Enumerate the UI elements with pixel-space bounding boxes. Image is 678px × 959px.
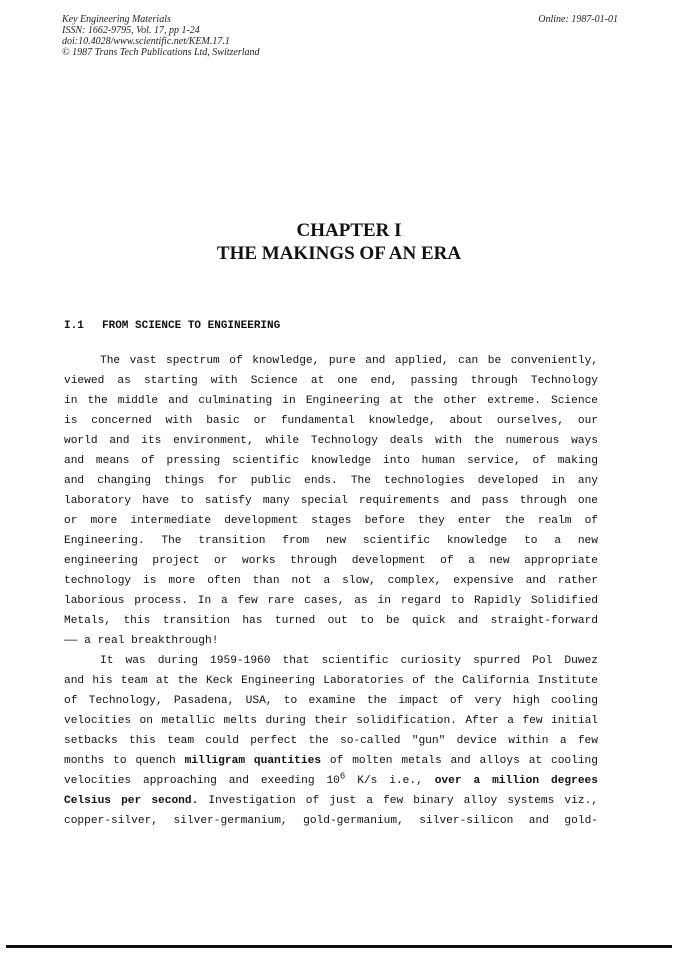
text-line: and his team at the Keck Engineering Laboratories of the California Institute: [64, 675, 598, 687]
text-line: in the middle and culminating in Engineering at the other extreme. Science: [64, 395, 598, 407]
text-run: of molten metals and alloys at cooling: [329, 755, 598, 767]
chapter-title: THE MAKINGS OF AN ERA: [216, 243, 462, 264]
text-line: —— a real breakthrough!: [64, 635, 219, 647]
text-line: [64, 791, 598, 811]
text-line: It was during 1959-1960 that scientific curiosity spurred Pol Duwez: [100, 655, 598, 667]
text-line: of Technology, Pasadena, USA, to examine the impact of very high cooling: [64, 695, 598, 707]
text-line: is concerned with basic or fundamental knowledge, about ourselves, our: [64, 415, 598, 427]
text-line: laboratory have to satisfy many special requirements and pass through one: [64, 495, 598, 507]
bottom-rule: [6, 945, 672, 948]
journal-name: Key Engineering Materials: [62, 14, 171, 25]
text-line: copper-silver, silver-germanium, gold-germanium, silver-silicon and gold-: [64, 815, 598, 827]
issn-line: ISSN: 1662-9795, Vol. 17, pp 1-24: [62, 25, 200, 36]
doi-line: doi:10.4028/www.scientific.net/KEM.17.1: [62, 36, 230, 47]
text-run: velocities approaching and exeeding 10: [64, 775, 340, 787]
text-line: world and its environment, while Technology deals with the numerous ways: [64, 435, 598, 447]
text-line: or more intermediate development stages before they enter the realm of: [64, 515, 598, 527]
bold-phrase: over a million degrees: [434, 775, 598, 787]
citation-block: [62, 14, 260, 58]
section-number: I.1: [64, 320, 84, 332]
paragraph-1: [64, 351, 598, 651]
text-line: viewed as starting with Science at one end, passing through Technology: [64, 375, 598, 387]
text-run: K/s i.e.,: [357, 775, 423, 787]
bold-phrase: Celsius per second.: [64, 795, 199, 807]
text-line: velocities on metallic melts during their solidification. After a few initial: [64, 715, 598, 727]
text-line: and changing things for public ends. The technologies developed in any: [64, 475, 598, 487]
section-heading: [64, 320, 280, 332]
superscript-exponent: 6: [339, 771, 346, 782]
online-date: Online: 1987-01-01: [538, 14, 618, 25]
bold-phrase: milligram quantities: [184, 755, 322, 767]
copyright-line: © 1987 Trans Tech Publications Ltd, Switzerland: [62, 47, 260, 58]
text-run: months to quench: [64, 755, 176, 767]
text-line: The vast spectrum of knowledge, pure and applied, can be conveniently,: [100, 355, 598, 367]
text-line: setbacks this team could perfect the so-called "gun" device within a few: [64, 735, 598, 747]
section-title: FROM SCIENCE TO ENGINEERING: [102, 320, 281, 332]
text-line: Engineering. The transition from new scientific knowledge to a new: [64, 535, 598, 547]
text-line: engineering project or works through development of a new appropriate: [64, 555, 598, 567]
paragraph-2: [64, 651, 598, 831]
text-line: [64, 771, 598, 791]
text-line: [64, 751, 598, 771]
text-line: technology is more often than not a slow, complex, expensive and rather: [64, 575, 598, 587]
text-line: laborious process. In a few rare cases, as in regard to Rapidly Solidified: [64, 595, 598, 607]
text-line: Metals, this transition has turned out to be quick and straight-forward: [64, 615, 598, 627]
chapter-number: CHAPTER I: [296, 220, 402, 241]
text-line: and means of pressing scientific knowledge into human service, of making: [64, 455, 598, 467]
text-run: Investigation of just a few binary alloy systems viz.,: [208, 795, 598, 807]
